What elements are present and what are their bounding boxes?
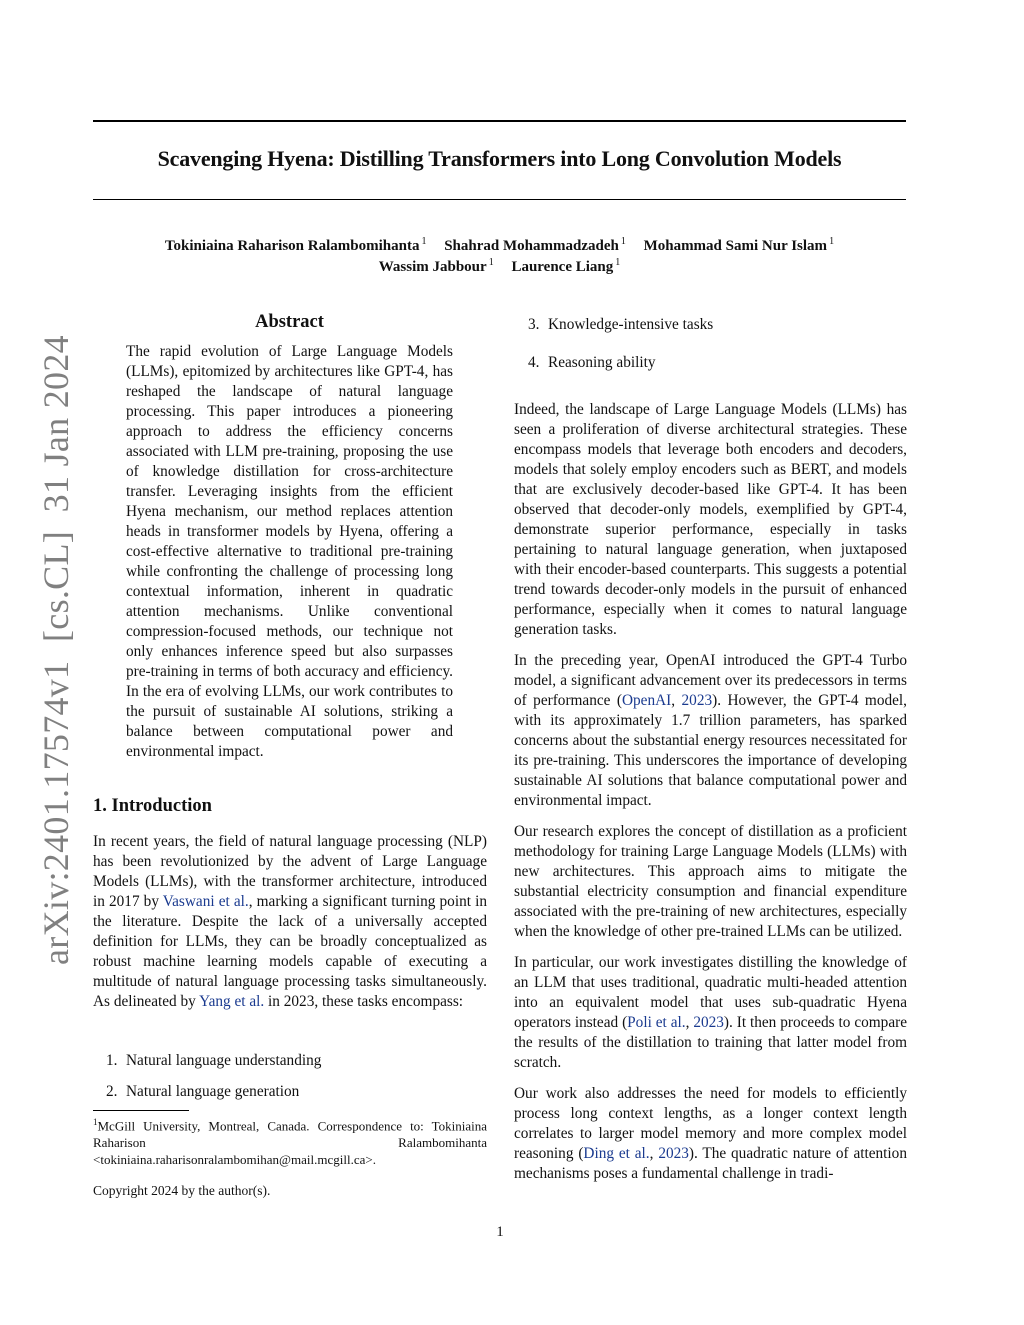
introduction-heading: 1. Introduction xyxy=(93,796,212,816)
list-label: Knowledge-intensive tasks xyxy=(548,316,714,333)
author-name: Shahrad Mohammadzadeh xyxy=(444,238,619,254)
paragraph-text: , xyxy=(685,1014,694,1031)
arxiv-watermark-text: arXiv:2401.17574v1 [cs.CL] 31 Jan 2024 xyxy=(36,335,76,965)
page-number: 1 xyxy=(496,1224,504,1240)
footnote-mark: 1 xyxy=(93,1117,98,1127)
citation-link-poli[interactable]: Poli et al. xyxy=(627,1014,686,1031)
author xyxy=(644,238,835,254)
paragraph-text: In particular, our work investigates distilling the knowledge of an LLM that uses traditional, quadratic multi-headed attention into an equivalent model that uses sub-quadratic Hyena operators instead ( xyxy=(514,954,907,1031)
introduction-body xyxy=(93,832,487,1012)
author xyxy=(379,259,494,275)
paragraph-distillation: Our research explores the concept of distillation as a proficient methodology for training Large Language Models (LLMs) with new architectures. This approach aims to mitigate the substantial electricity consumption and financial expenditure associated with the pre-training of new architectures, especially when the knowledge of other pre-trained LLMs can be utilized. xyxy=(514,823,907,940)
author-name: Mohammad Sami Nur Islam xyxy=(643,238,828,254)
abstract-text: The rapid evolution of Large Language Models (LLMs), epitomized by architectures like GPT-4, has reshaped the landscape of natural language processing. This paper introduces a pioneering approach to address the efficiency concerns associated with LLM pre-training, proposing the use of knowledge distillation for cross-architecture transfer. Leveraging insights from the efficient Hyena mechanism, our method replaces attention heads in transformer models by Hyena, offering a cost-effective alternative to traditional pre-training while confronting the challenge of processing long contextual information, inherent in quadratic attention mechanisms. Unlike conventional compression-focused methods, our technique not only enhances inference speed but also surpasses pre-training in terms of both accuracy and efficiency. In the era of evolving LLMs, our work contributes to the pursuit of sustainable AI solutions, striking a balance between computational power and environmental impact. xyxy=(126,343,453,760)
abstract-heading: Abstract xyxy=(255,312,324,332)
intro-text: , marking a significant turning point in the literature. Despite the lack of a universally accepted definition for LLMs, they can be broadly conceptualized as robust machine learning models capable of executing a multitude of natural language processing tasks simultaneously. As delineated by xyxy=(93,893,487,1010)
copyright-notice: Copyright 2024 by the author(s). xyxy=(93,1183,271,1198)
list-number: 1. xyxy=(106,1052,118,1069)
citation-year-openai[interactable]: 2023 xyxy=(681,692,713,709)
paragraph-text: ). The quadratic nature of attention mechanisms poses a fundamental challenge in tradi- xyxy=(514,1145,907,1182)
paragraph-hyena xyxy=(514,953,907,1073)
abstract-body xyxy=(126,342,453,762)
paper-title: Scavenging Hyena: Distilling Transformers into Long Convolution Models xyxy=(157,146,842,171)
citation-link-ding[interactable]: Ding et al. xyxy=(583,1145,650,1162)
footnote-rule xyxy=(93,1110,189,1111)
paragraph-text: , xyxy=(649,1145,659,1162)
author-affil: 1 xyxy=(421,236,427,247)
paragraph-text: ). However, the GPT-4 model, with its approximately 1.7 trillion parameters, has sparked concerns about the substantial energy resources necessitated for its pre-training. This underscores the importance of developing sustainable AI solutions that balance computational power and environmental impact. xyxy=(514,692,907,809)
list-number: 4. xyxy=(528,354,540,371)
list-label: Reasoning ability xyxy=(548,354,656,371)
author-affil: 1 xyxy=(615,257,621,268)
footnote xyxy=(93,1114,487,1168)
intro-text: in 2023, these tasks encompass: xyxy=(264,993,464,1010)
footnote-text: McGill University, Montreal, Canada. Correspondence to: Tokiniaina Raharison Ralambomihanta <tokiniaina.raharisonralambomihan@mail.mcgill.ca>. xyxy=(93,1118,487,1168)
list-number: 3. xyxy=(528,316,540,333)
author-line-1 xyxy=(93,236,906,255)
author-affil: 1 xyxy=(488,257,494,268)
author-affil: 1 xyxy=(829,236,835,247)
author-name: Tokiniaina Raharison Ralambomihanta xyxy=(164,238,420,254)
author xyxy=(165,238,427,254)
citation-year-poli[interactable]: 2023 xyxy=(693,1014,724,1031)
list-item xyxy=(106,1052,321,1070)
list-label: Natural language generation xyxy=(126,1083,300,1100)
citation-link-yang[interactable]: Yang et al. xyxy=(199,993,265,1010)
paragraph-text: ). It then proceeds to compare the results of the distillation to training that latter model from scratch. xyxy=(514,1014,907,1071)
paragraph-gpt4-turbo xyxy=(514,651,907,811)
paragraph-architectures: Indeed, the landscape of Large Language Models (LLMs) has seen a proliferation of diverse architectural strategies. These encompass models that leverage both encoders and decoders, models that solely employ encoders such as BERT, and models that are exclusively decoder-based like GPT-4. It has been observed that decoder-only models, exemplified by GPT-4, demonstrate superior performance, especially in tasks pertaining to natural language generation, when juxtaposed with their encoder-based counterparts. This suggests a potential trend towards decoder-only models in the pursuit of enhanced performance, especially when it comes to natural language generation tasks. xyxy=(514,401,907,638)
citation-year-ding[interactable]: 2023 xyxy=(658,1145,689,1162)
author-line-2 xyxy=(93,257,906,276)
paragraph-text: Our work also addresses the need for models to efficiently process long context lengths, as a longer context length correlates to larger model memory and more complex model reasoning ( xyxy=(514,1085,907,1162)
citation-link-vaswani[interactable]: Vaswani et al. xyxy=(162,893,249,910)
right-column xyxy=(514,400,907,1195)
paragraph-text: In the preceding year, OpenAI introduced the GPT-4 Turbo model, a significant advancement over its predecessors in terms of performance ( xyxy=(514,652,907,709)
title-rule-bottom xyxy=(93,199,906,200)
list-item xyxy=(106,1083,299,1101)
author xyxy=(444,238,626,254)
list-item xyxy=(528,316,713,334)
author-affil: 1 xyxy=(620,236,626,247)
paragraph-long-context xyxy=(514,1084,907,1184)
paragraph-text: , xyxy=(671,692,682,709)
author-name: Wassim Jabbour xyxy=(378,259,487,275)
author xyxy=(511,259,620,275)
footnote-paragraph xyxy=(93,1114,487,1168)
author-name: Laurence Liang xyxy=(511,259,614,275)
intro-text: In recent years, the field of natural language processing (NLP) has been revolutionized by the advent of Large Language Models (LLMs), with the transformer architecture, introduced in 2017 by xyxy=(93,833,487,910)
citation-link-openai[interactable]: OpenAI xyxy=(621,692,672,709)
list-number: 2. xyxy=(106,1083,118,1100)
list-label: Natural language understanding xyxy=(126,1052,322,1069)
title-rule-top xyxy=(93,120,906,122)
list-item xyxy=(528,354,656,372)
introduction-paragraph xyxy=(93,832,487,1012)
